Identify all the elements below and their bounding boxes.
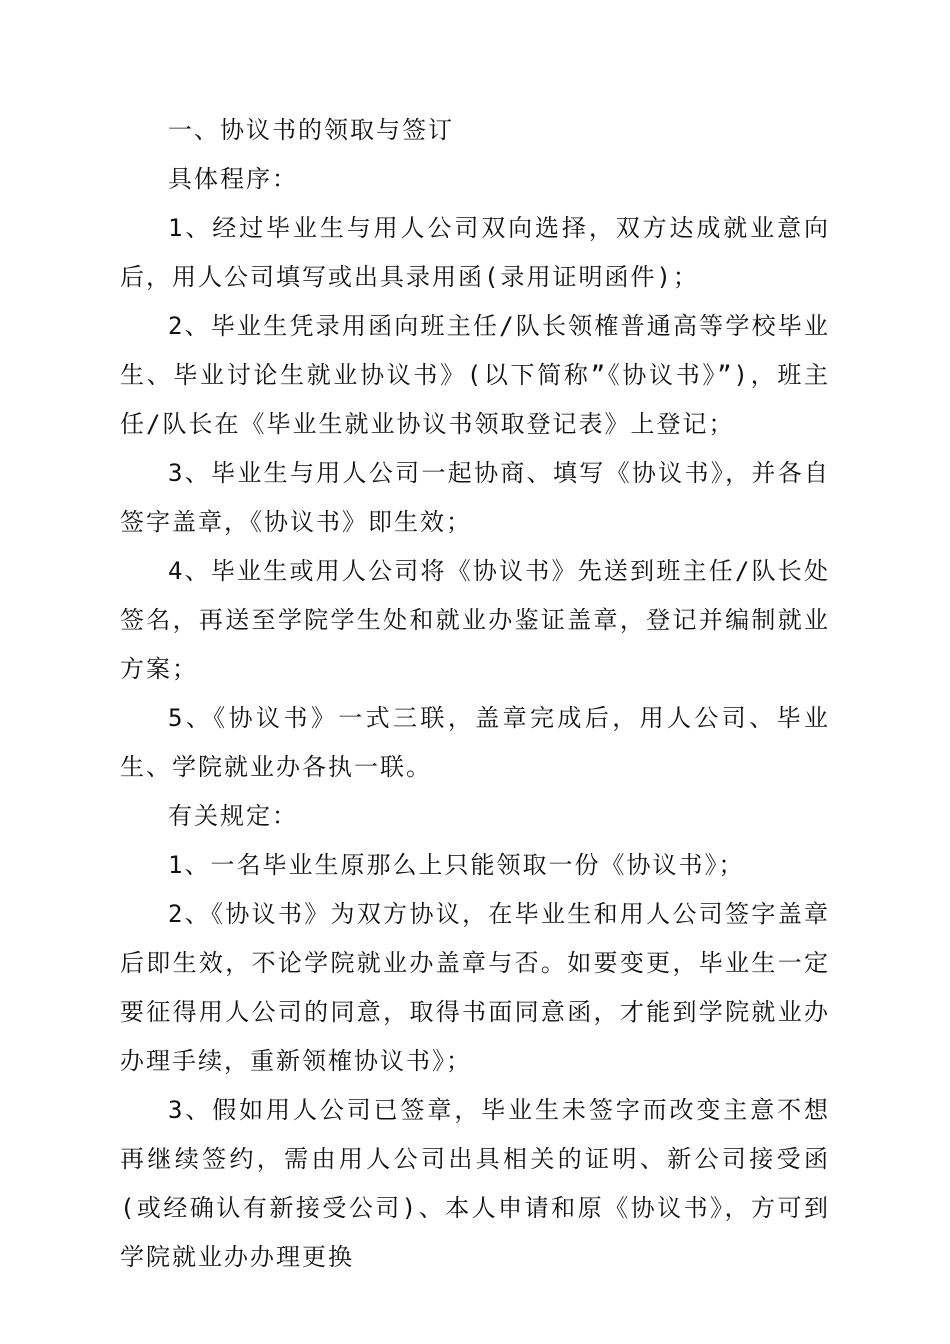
procedure-step-1: 1、经过毕业生与用人公司双向选择，双方达成就业意向后，用人公司填写或出具录用函(录用证明函件)； — [120, 214, 830, 291]
procedure-label: 具体程序： — [168, 165, 298, 193]
procedure-step-2: 2、毕业生凭录用函向班主任/队长领榷普通高等学校毕业生、毕业讨论生就业协议书》(以下简称”《协议书》”)，班主任/队长在《毕业生就业协议书领取登记表》上登记； — [120, 312, 830, 438]
procedure-step-3: 3、毕业生与用人公司一起协商、填写《协议书》，并各自签字盖章，《协议书》即生效； — [120, 459, 830, 536]
document-body — [120, 106, 830, 1282]
rule-1: 1、一名毕业生原那么上只能领取一份《协议书》； — [168, 851, 745, 879]
rule-2: 2、《协议书》为双方协议，在毕业生和用人公司签字盖章后即生效，不论学院就业办盖章与否。如要变更，毕业生一定要征得用人公司的同意，取得书面同意函，才能到学院就业办办理手续，重新领榷协议书》； — [120, 900, 830, 1075]
rules-label: 有关规定： — [168, 802, 298, 830]
procedure-step-5: 5、《协议书》一式三联，盖章完成后，用人公司、毕业生、学院就业办各执一联。 — [120, 704, 830, 781]
rule-3: 3、假如用人公司已签章，毕业生未签字而改变主意不想再继续签约，需由用人公司出具相关的证明、新公司接受函(或经确认有新接受公司)、本人申请和原《协议书》，方可到学院就业办办理更换 — [120, 1096, 830, 1271]
section-heading: 一、协议书的领取与签订 — [168, 116, 454, 144]
procedure-step-4: 4、毕业生或用人公司将《协议书》先送到班主任/队长处签名，再送至学院学生处和就业办鉴证盖章，登记并编制就业方案； — [120, 557, 830, 683]
